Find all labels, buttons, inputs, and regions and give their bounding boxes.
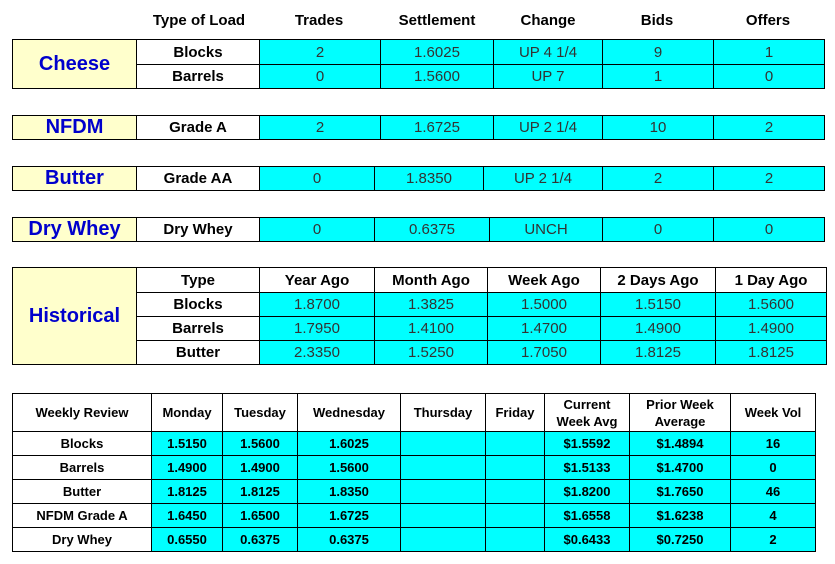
cell-type: Blocks bbox=[137, 40, 260, 65]
cell-settlement: 1.8350 bbox=[375, 167, 484, 191]
cell-offers: 0 bbox=[714, 65, 825, 89]
cell-type: Barrels bbox=[137, 317, 260, 341]
cell-change: UP 2 1/4 bbox=[484, 167, 603, 191]
weekly-header: Thursday bbox=[401, 394, 486, 432]
cell-value: 1.6450 bbox=[152, 504, 223, 528]
cell-value: 0 bbox=[731, 456, 816, 480]
cell-value: $1.6238 bbox=[630, 504, 731, 528]
cell-value: 1.5000 bbox=[488, 293, 601, 317]
cell-value bbox=[486, 432, 545, 456]
dry-whey-table bbox=[12, 217, 825, 242]
cell-value: 1.4900 bbox=[716, 317, 827, 341]
cell-trades: 0 bbox=[260, 167, 375, 191]
weekly-review-table bbox=[12, 393, 816, 552]
cell-type: Blocks bbox=[13, 432, 152, 456]
cell-trades: 2 bbox=[260, 40, 381, 65]
cell-value: 0.6550 bbox=[152, 528, 223, 552]
header-offers: Offers bbox=[745, 12, 791, 29]
cell-offers: 1 bbox=[714, 40, 825, 65]
cell-settlement: 0.6375 bbox=[375, 218, 490, 242]
historical-table bbox=[12, 267, 827, 365]
cell-value: 1.3825 bbox=[375, 293, 488, 317]
cell-type: Barrels bbox=[13, 456, 152, 480]
cell-value: $0.7250 bbox=[630, 528, 731, 552]
cell-value: 1.7050 bbox=[488, 341, 601, 365]
cell-settlement: 1.5600 bbox=[381, 65, 494, 89]
cell-value: 2 bbox=[731, 528, 816, 552]
cell-type: Butter bbox=[137, 341, 260, 365]
cell-value: $1.5592 bbox=[545, 432, 630, 456]
cell-trades: 0 bbox=[260, 218, 375, 242]
cell-value: 1.5600 bbox=[298, 456, 401, 480]
cell-value bbox=[486, 504, 545, 528]
cell-type: Butter bbox=[13, 480, 152, 504]
cell-type: Dry Whey bbox=[137, 218, 260, 242]
header-bids: Bids bbox=[640, 12, 674, 29]
weekly-header: Prior Week Average bbox=[630, 394, 731, 432]
cell-value: 1.7950 bbox=[260, 317, 375, 341]
cell-value bbox=[401, 504, 486, 528]
cell-value: $1.4894 bbox=[630, 432, 731, 456]
cell-trades: 0 bbox=[260, 65, 381, 89]
cell-settlement: 1.6025 bbox=[381, 40, 494, 65]
cell-value: 1.8125 bbox=[152, 480, 223, 504]
cell-value bbox=[486, 480, 545, 504]
cell-offers: 2 bbox=[714, 116, 825, 140]
cell-value: 1.5250 bbox=[375, 341, 488, 365]
butter-label: Butter bbox=[13, 167, 137, 191]
cell-value: 1.4900 bbox=[601, 317, 716, 341]
weekly-header: Friday bbox=[486, 394, 545, 432]
weekly-header: Week Vol bbox=[731, 394, 816, 432]
dry-whey-label: Dry Whey bbox=[13, 218, 137, 242]
cell-value: 1.8125 bbox=[716, 341, 827, 365]
cell-type: NFDM Grade A bbox=[13, 504, 152, 528]
cell-value: 1.8125 bbox=[601, 341, 716, 365]
cell-value bbox=[401, 528, 486, 552]
hist-header: 1 Day Ago bbox=[716, 268, 827, 293]
header-type-of-load: Type of Load bbox=[152, 12, 246, 29]
cell-value: 1.4900 bbox=[223, 456, 298, 480]
cell-value: 1.5150 bbox=[152, 432, 223, 456]
cell-settlement: 1.6725 bbox=[381, 116, 494, 140]
cell-value: 0.6375 bbox=[223, 528, 298, 552]
cell-change: UNCH bbox=[490, 218, 603, 242]
cell-bids: 0 bbox=[603, 218, 714, 242]
historical-label: Historical bbox=[13, 268, 137, 365]
cell-change: UP 7 bbox=[494, 65, 603, 89]
cell-value: 1.8700 bbox=[260, 293, 375, 317]
weekly-header: Current Week Avg bbox=[545, 394, 630, 432]
cheese-label: Cheese bbox=[13, 40, 137, 89]
hist-header: 2 Days Ago bbox=[601, 268, 716, 293]
cell-bids: 1 bbox=[603, 65, 714, 89]
cell-value: 1.6725 bbox=[298, 504, 401, 528]
hist-header: Month Ago bbox=[375, 268, 488, 293]
cell-type: Grade A bbox=[137, 116, 260, 140]
butter-table bbox=[12, 166, 825, 191]
cell-type: Blocks bbox=[137, 293, 260, 317]
cell-value: $1.4700 bbox=[630, 456, 731, 480]
cell-value: 1.6025 bbox=[298, 432, 401, 456]
cell-bids: 10 bbox=[603, 116, 714, 140]
cell-value bbox=[401, 480, 486, 504]
cell-value: $1.8200 bbox=[545, 480, 630, 504]
cell-value: 16 bbox=[731, 432, 816, 456]
cell-value: 1.5600 bbox=[716, 293, 827, 317]
hist-header: Week Ago bbox=[488, 268, 601, 293]
cell-value: 0.6375 bbox=[298, 528, 401, 552]
cell-value: $1.6558 bbox=[545, 504, 630, 528]
header-settlement: Settlement bbox=[398, 12, 476, 29]
cell-type: Grade AA bbox=[137, 167, 260, 191]
cell-value: 46 bbox=[731, 480, 816, 504]
header-trades: Trades bbox=[294, 12, 344, 29]
weekly-header: Tuesday bbox=[223, 394, 298, 432]
cell-offers: 2 bbox=[714, 167, 825, 191]
cell-value: 2.3350 bbox=[260, 341, 375, 365]
weekly-header: Monday bbox=[152, 394, 223, 432]
nfdm-table bbox=[12, 115, 825, 140]
header-change: Change bbox=[520, 12, 576, 29]
cell-trades: 2 bbox=[260, 116, 381, 140]
cell-type: Barrels bbox=[137, 65, 260, 89]
cell-value: 1.5150 bbox=[601, 293, 716, 317]
cell-value: 4 bbox=[731, 504, 816, 528]
cell-value bbox=[401, 456, 486, 480]
hist-header: Year Ago bbox=[260, 268, 375, 293]
cell-bids: 2 bbox=[603, 167, 714, 191]
cell-value bbox=[486, 456, 545, 480]
cell-offers: 0 bbox=[714, 218, 825, 242]
cell-value: 1.8350 bbox=[298, 480, 401, 504]
cell-type: Dry Whey bbox=[13, 528, 152, 552]
cell-value bbox=[486, 528, 545, 552]
nfdm-label: NFDM bbox=[13, 116, 137, 140]
cell-bids: 9 bbox=[603, 40, 714, 65]
cell-value: $1.5133 bbox=[545, 456, 630, 480]
cell-value: 1.4700 bbox=[488, 317, 601, 341]
cell-change: UP 2 1/4 bbox=[494, 116, 603, 140]
cell-value bbox=[401, 432, 486, 456]
cell-value: 1.6500 bbox=[223, 504, 298, 528]
weekly-header: Wednesday bbox=[298, 394, 401, 432]
cell-value: $0.6433 bbox=[545, 528, 630, 552]
cell-value: $1.7650 bbox=[630, 480, 731, 504]
weekly-header: Weekly Review bbox=[13, 394, 152, 432]
hist-header: Type bbox=[137, 268, 260, 293]
cell-value: 1.8125 bbox=[223, 480, 298, 504]
cell-value: 1.4900 bbox=[152, 456, 223, 480]
cell-value: 1.4100 bbox=[375, 317, 488, 341]
cheese-table bbox=[12, 39, 825, 89]
cell-value: 1.5600 bbox=[223, 432, 298, 456]
cell-change: UP 4 1/4 bbox=[494, 40, 603, 65]
